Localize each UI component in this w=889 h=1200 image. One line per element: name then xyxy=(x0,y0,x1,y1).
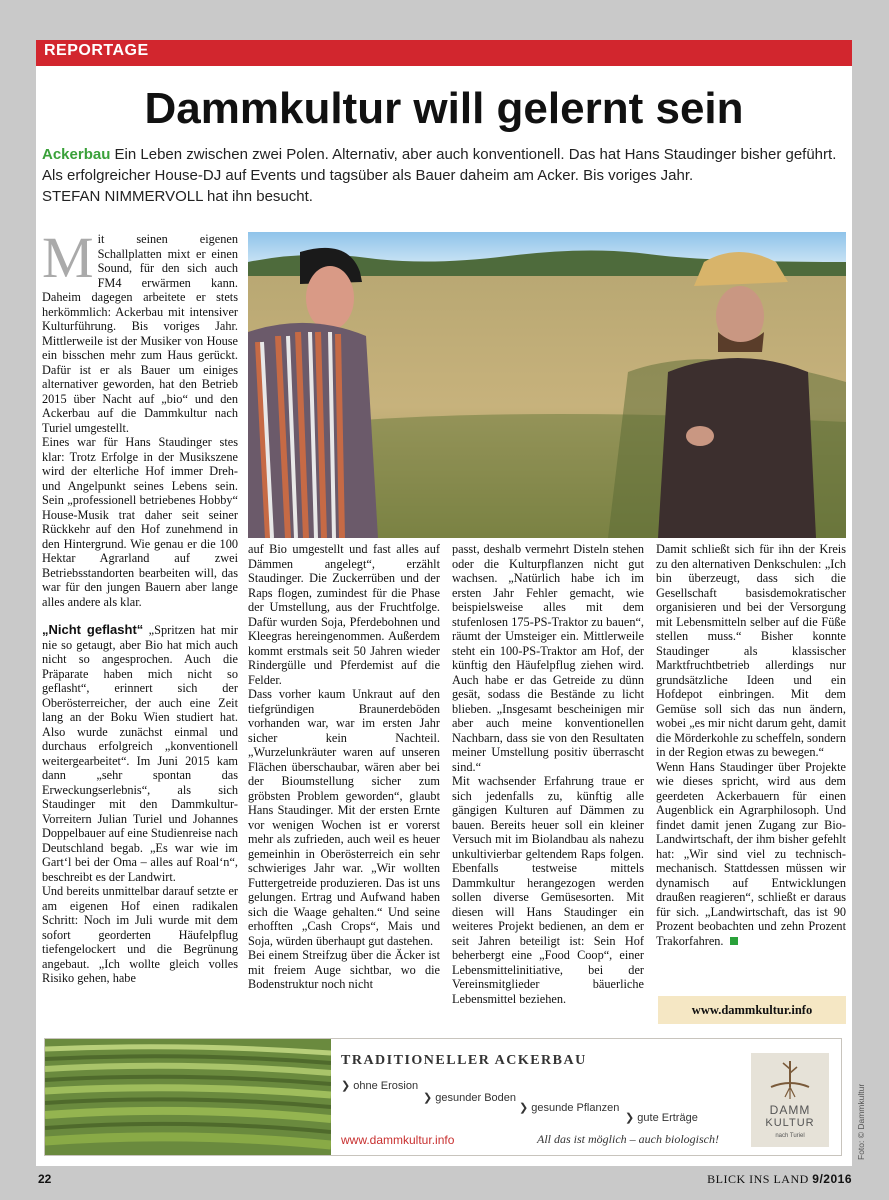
paragraph: Eines war für Hans Staudinger stes klar: Trotz Erfolge in der Musikszene wird der elterliche Hof immer Dreh- und Angelpunkt seines Lebens sein. Sein „professionell betriebenes Hobby“ House-Musik trat daher seit seiner Rückkehr auf den Hof zunehmend in den Hintergrund. Wie genau er die 100 Hektar Agrarland auf zwei Betriebsstandorten bearbeiten will, das war für den jungen Bauern aber lange alles andere als klar. xyxy=(42,435,238,609)
page-number: 22 xyxy=(38,1172,52,1186)
paragraph: Dass vorher kaum Unkraut auf den tiefgründigen Braunerdeböden vorhanden war, war im ersten Jahr sicher kein Nachteil. „Wurzelunkräuter waren auf unseren Flächen überschaubar, wären aber bei der Bioumstellung sicher zum gröbsten Problem geworden“, glaubt Hans Staudinger. Mit der ersten Ernte vor wenigen Wochen ist er vorerst mehr als zufrieden, auch weil es heuer gemeinhin in Oberösterreich ein sehr schwieriges Jahr war. „Wir wollten Futtergetreide produzieren. Das ist uns gelungen. Ertrag und Aufwand haben sich die Waage gehalten.“ Und seine erhofften „Cash Crops“, Mais und Soja, würden überhaupt gut dastehen. xyxy=(248,687,440,948)
logo-tagline: nach Turiel xyxy=(775,1133,805,1139)
title-rest: will gelernt sein xyxy=(401,84,744,133)
ad-feature: ❯ ohne Erosion xyxy=(341,1080,419,1092)
paragraph: „Nicht geflasht“ „Spritzen hat mir nie so getaugt, aber Bio hat mich auch nicht so angesprochen. Auch die Präparate haben mich nicht so geflasht“, erinnert sich der Oberösterreicher, der auch eine Zeit lang an der Boku Wien studiert hat. Also wurde zunächst einmal und durchaus erfolgreich „konventionell weitergearbeitet“. Im Juni 2015 kam dann „sehr spontan das Erweckungserlebnis“, als sich Staudinger mit den Dammkultur-Vorreitern Julian Turiel und Johannes Doppelbauer auf eine Studienreise nach Deutschland begab. „Es war wie im Gart‘l bei der Oma – alles auf Roal‘n“, beschreibt es der Landwirt. xyxy=(42,622,238,884)
subheading: „Nicht geflasht“ xyxy=(42,622,144,637)
ad-feature: ❯ gesunde Pflanzen xyxy=(519,1102,620,1114)
website-link[interactable]: www.dammkultur.info xyxy=(691,1003,813,1017)
ad-slogan: All das ist möglich – auch biologisch! xyxy=(537,1132,719,1146)
website-link-box[interactable] xyxy=(658,996,846,1024)
section-label: REPORTAGE xyxy=(44,42,149,59)
advertisement xyxy=(44,1038,842,1156)
magazine-footer xyxy=(707,1172,852,1187)
article-photo xyxy=(248,232,846,538)
section-banner xyxy=(36,40,852,66)
magazine-name: BLICK INS LAND xyxy=(707,1172,809,1186)
photo-credit: Foto: © Dammkultur xyxy=(856,1083,866,1160)
article-intro xyxy=(42,144,842,207)
logo-word-1: DAMM xyxy=(769,1103,811,1117)
intro-author: STEFAN NIMMERVOLL hat ihn besucht. xyxy=(42,188,313,205)
paragraph: Damit schließt sich für ihn der Kreis zu den alternativen Denkschulen: „Ich bin überzeugt, dass sich die Gesellschaft basisdemokratischer organisieren und bei der Versorgung mit Lebensmitteln selber auf die Füße stellen muss.“ Bisher konnte Staudinger als klassischer Marktfruchtbetrieb allerdings nur grundsätzliche Ideen und ein Hofdepot einbringen. Mit dem Gemüse soll sich das nun ändern, wobei „es mir nicht darum geht, damit die Mörderkohle zu scheffeln, sondern in der Region etwas zu bewegen.“ xyxy=(656,542,846,759)
paragraph: Bei einem Streifzug über die Äcker ist mit freiem Auge sichtbar, wo die Bodenstruktur noch nicht xyxy=(248,948,440,991)
text-column-1 xyxy=(42,225,238,986)
drop-cap: M xyxy=(42,225,94,290)
paragraph: Mit wachsender Erfahrung traue er sich jedenfalls zu, künftig alle gängigen Kulturen auf Dämmen zu bauen. Bereits heuer soll ein kleiner Versuch mit im Biolandbau als nahezu unkultivierbar geltendem Raps folgen. Ebenfalls testweise mittels Dammkultur herangezogen werden sollen diverse Gemüsesorten. Mit diesen will Hans Staudinger ein weiteres Projekt bedienen, an dem er seit Jahren beteiligt ist: Sein Hof beherbergt eine „Food Coop“, einer Lebensmittelinitiative, bei der Vereinsmitglieder bäuerliche Lebensmittel beziehen. xyxy=(452,774,644,1006)
article-title xyxy=(36,82,852,136)
ad-feature: ❯ gute Erträge xyxy=(625,1112,698,1124)
intro-kicker: Ackerbau xyxy=(42,146,111,163)
ad-crop-rows-image xyxy=(45,1039,331,1155)
plant-roots-icon xyxy=(751,1057,829,1101)
title-bold: Dammkultur xyxy=(144,84,402,133)
paragraph: Und bereits unmittelbar darauf setzte er am eigenen Hof einen radikalen Schritt: Noch im Juli wurde mit dem sofort georderten Häufelpflug tiefengelockert und die Begrünung angebaut. „Ich wollte gleich volles Risiko gehen, habe xyxy=(42,884,238,985)
field-photo-illustration xyxy=(248,232,846,538)
paragraph: Mit seinen eigenen Schallplatten mixt er einen Sound, für den sich auch FM4 erwärmen kann. Daheim dagegen arbeitete er stets herkömmlich: Ackerbau mit intensiver Kulturführung. Bis voriges Jahr. Mittlerweile ist der Musiker von House ein bisschen mehr zum Haus gerückt. Dafür ist er als Bauer um einiges alternativer geworden, hat den Betrieb 2015 über Nacht auf „bio“ und den Ackerbau auf die Dammkultur nach Turiel umgestellt. xyxy=(42,225,238,435)
ad-url[interactable]: www.dammkultur.info xyxy=(341,1133,455,1147)
ad-title: TRADITIONELLER ACKERBAU xyxy=(341,1053,587,1068)
intro-text: Ein Leben zwischen zwei Polen. Alternativ, aber auch konventionell. Das hat Hans Staudinger bisher geführt. Als erfolgreicher House-DJ auf Events und tagsüber als Bauer daheim am Acker. Bis voriges Jahr. xyxy=(42,146,837,184)
text-column-4 xyxy=(656,542,846,948)
paragraph: auf Bio umgestellt und fast alles auf Dämmen angelegt“, erzählt Staudinger. Die Zuckerrüben und der Raps flogen, zumindest für die Phase der Umstellung, aus der Fruchtfolge. Dafür wurden Soja, Pferdebohnen und Kleegras hereingenommen. Außerdem kommt erstmals seit 50 Jahren wieder Rindergülle und Pferdemist auf die Felder. xyxy=(248,542,440,687)
issue-number: 9/2016 xyxy=(812,1172,852,1186)
text-column-2 xyxy=(248,542,440,992)
paragraph: passt, deshalb vermehrt Disteln stehen oder die Kulturpflanzen nicht gut wachsen. „Natürlich habe ich im ersten Jahr Fehler gemacht, wie beispielsweise alles mit dem stufenlosen 175-PS-Traktor zu bauen“, räumt der Umsteiger ein. Mittlerweile steht ein 100-PS-Traktor am Hof, der künftig den Häufelpflug ziehen wird. Auch habe er das Getreide zu dünn gesät, sodass die Bestände zu licht blieben. „Insgesamt bescheinigen mir aber auch meine konventionellen Nachbarn, dass sie von den Resultaten meiner Umstellung positiv überrascht sind.“ xyxy=(452,542,644,774)
logo-word-2: KULTUR xyxy=(765,1117,815,1129)
dammkultur-logo xyxy=(751,1053,829,1147)
text-column-3 xyxy=(452,542,644,1006)
ad-feature: ❯ gesunder Boden xyxy=(423,1092,517,1104)
paragraph: Wenn Hans Staudinger über Projekte wie dieses spricht, wird aus dem geerdeten Ackerbauern für einen Augenblick ein Agrarphilosoph. Und findet damit jenen Zugang zur Bio-Landwirtschaft, der ihm bisher gefehlt hat: „Wir sind viel zu technisch-mechanisch. Stattdessen müssen wir dynamisch auf Entwicklungen draußen reagieren“, schließt er daraus für sich. „Landwirtschaft, das ist 90 Prozent beobachten und zehn Prozent Trakorfahren. xyxy=(656,759,846,948)
end-of-article-mark xyxy=(730,937,738,945)
